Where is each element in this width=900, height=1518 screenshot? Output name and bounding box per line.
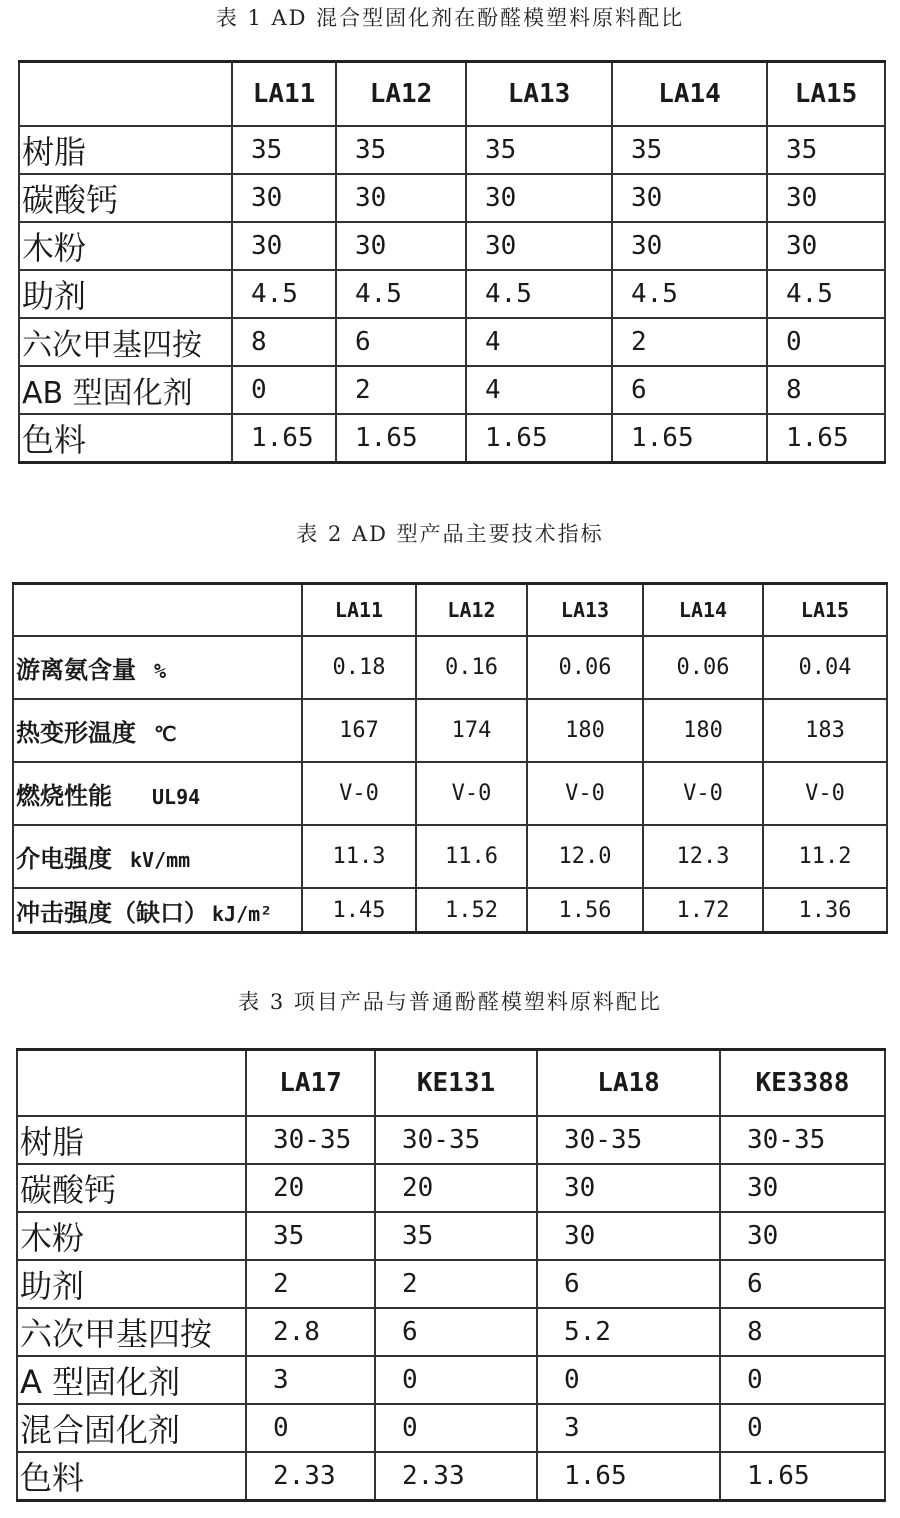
table1-caption: 表 1 AD 混合型固化剂在酚醛模塑料原料配比 — [215, 6, 685, 30]
table-cell: 11.2 — [763, 825, 887, 888]
table-cell: 0 — [537, 1356, 720, 1404]
table3-caption: 表 3 项目产品与普通酚醛模塑料原料配比 — [238, 990, 662, 1014]
table-cell: 30-35 — [720, 1116, 885, 1164]
table-cell: 0 — [246, 1404, 375, 1452]
table-cell: 2 — [375, 1260, 537, 1308]
row-label-text: 游离氨含量 — [16, 656, 136, 684]
row-label: 碳酸钙 — [19, 174, 232, 222]
table-cell: 1.65 — [612, 414, 767, 463]
table-row — [17, 1164, 885, 1212]
table-cell: 1.65 — [336, 414, 466, 463]
table3-column-header: KE3388 — [720, 1050, 885, 1117]
table-cell: 6 — [537, 1260, 720, 1308]
table-cell: 30 — [336, 174, 466, 222]
table-cell: 4.5 — [232, 270, 336, 318]
table2-column-header: LA14 — [643, 584, 763, 637]
row-label: 助剂 — [19, 270, 232, 318]
row-label: 色料 — [19, 414, 232, 463]
row-label: 助剂 — [17, 1260, 246, 1308]
table-row — [19, 126, 885, 174]
table-cell: 4.5 — [466, 270, 612, 318]
table-cell: 5.2 — [537, 1308, 720, 1356]
table1-column-header: LA14 — [612, 62, 767, 127]
table-cell: 30 — [336, 222, 466, 270]
row-label: A 型固化剂 — [17, 1356, 246, 1404]
table-cell: 35 — [232, 126, 336, 174]
table-cell: 0 — [720, 1356, 885, 1404]
table1-column-header: LA13 — [466, 62, 612, 127]
table1-column-header: LA12 — [336, 62, 466, 127]
table-cell: 30 — [232, 174, 336, 222]
table-cell: 0.04 — [763, 636, 887, 699]
table-cell: 30 — [767, 222, 885, 270]
table-cell: 174 — [416, 699, 527, 762]
table-cell: 35 — [246, 1212, 375, 1260]
table-row — [13, 825, 887, 888]
row-unit: % — [154, 659, 167, 683]
table-cell: 180 — [527, 699, 643, 762]
row-label — [13, 762, 302, 825]
table3-column-header: LA18 — [537, 1050, 720, 1117]
table-cell: 0 — [232, 366, 336, 414]
table-cell: 1.65 — [232, 414, 336, 463]
table-cell: 180 — [643, 699, 763, 762]
table-cell: 2 — [336, 366, 466, 414]
table-cell: 1.65 — [537, 1452, 720, 1501]
table-row — [17, 1308, 885, 1356]
table-cell: 30 — [612, 174, 767, 222]
table-cell: 8 — [767, 366, 885, 414]
table-cell: 0.16 — [416, 636, 527, 699]
table-cell: 1.65 — [767, 414, 885, 463]
table-cell: 0 — [375, 1404, 537, 1452]
table-cell: 0 — [720, 1404, 885, 1452]
table-cell: V-0 — [643, 762, 763, 825]
table-cell: 1.52 — [416, 888, 527, 933]
row-label-text: 燃烧性能 — [16, 782, 112, 810]
table-row — [19, 174, 885, 222]
table-cell: 30 — [537, 1164, 720, 1212]
row-label: 树脂 — [17, 1116, 246, 1164]
table-row — [17, 1260, 885, 1308]
table1-corner-cell — [19, 62, 232, 127]
table-cell: 30 — [767, 174, 885, 222]
table-row — [19, 318, 885, 366]
table-cell: 30 — [612, 222, 767, 270]
table-cell: 2 — [612, 318, 767, 366]
table3-column-header: LA17 — [246, 1050, 375, 1117]
table-row — [19, 414, 885, 463]
table-cell: 4 — [466, 366, 612, 414]
table2-corner-cell — [13, 584, 302, 637]
table2-column-header: LA15 — [763, 584, 887, 637]
table3-column-header: KE131 — [375, 1050, 537, 1117]
table3-header-row — [17, 1050, 885, 1117]
table-cell: 30 — [720, 1164, 885, 1212]
table-cell: 12.0 — [527, 825, 643, 888]
row-label: 六次甲基四按 — [17, 1308, 246, 1356]
table1-header-row — [19, 62, 885, 127]
table1-column-header: LA11 — [232, 62, 336, 127]
table-cell: 8 — [720, 1308, 885, 1356]
table-cell: 8 — [232, 318, 336, 366]
table2-header-row — [13, 584, 887, 637]
table-cell: 6 — [720, 1260, 885, 1308]
table-row — [13, 636, 887, 699]
table-cell: 30 — [466, 174, 612, 222]
table-cell: 30 — [232, 222, 336, 270]
table-cell: 6 — [612, 366, 767, 414]
table-cell: 0 — [767, 318, 885, 366]
row-unit: ℃ — [154, 722, 177, 746]
table-cell: 2 — [246, 1260, 375, 1308]
table2 — [12, 582, 888, 934]
table-cell: 4.5 — [767, 270, 885, 318]
row-label-text: 介电强度 — [16, 845, 112, 873]
table-cell: 4 — [466, 318, 612, 366]
table2-column-header: LA11 — [302, 584, 416, 637]
table-row — [19, 222, 885, 270]
table-cell: 35 — [612, 126, 767, 174]
table-cell: 35 — [336, 126, 466, 174]
table-cell: 2.33 — [375, 1452, 537, 1501]
table-row — [17, 1356, 885, 1404]
table-cell: 1.72 — [643, 888, 763, 933]
table-row — [13, 699, 887, 762]
table-row — [19, 366, 885, 414]
table-cell: 30 — [466, 222, 612, 270]
table-cell: 167 — [302, 699, 416, 762]
table-cell: 0.06 — [527, 636, 643, 699]
table-row — [17, 1116, 885, 1164]
table-cell: V-0 — [302, 762, 416, 825]
table-cell: 12.3 — [643, 825, 763, 888]
table-cell: 6 — [336, 318, 466, 366]
table-cell: 1.36 — [763, 888, 887, 933]
row-label: 树脂 — [19, 126, 232, 174]
table-cell: 3 — [537, 1404, 720, 1452]
table-cell: 1.45 — [302, 888, 416, 933]
table-cell: V-0 — [763, 762, 887, 825]
row-label — [13, 825, 302, 888]
row-label — [13, 636, 302, 699]
row-unit: kV/mm — [130, 848, 191, 872]
row-label: 碳酸钙 — [17, 1164, 246, 1212]
table-cell: 2.8 — [246, 1308, 375, 1356]
row-label: AB 型固化剂 — [19, 366, 232, 414]
table-row — [13, 762, 887, 825]
table-cell: 6 — [375, 1308, 537, 1356]
table-cell: 2.33 — [246, 1452, 375, 1501]
table-cell: V-0 — [416, 762, 527, 825]
table-row — [17, 1452, 885, 1501]
table-cell: 20 — [246, 1164, 375, 1212]
table-row — [17, 1212, 885, 1260]
table-cell: 30-35 — [375, 1116, 537, 1164]
table-cell: 1.56 — [527, 888, 643, 933]
table-cell: 30 — [720, 1212, 885, 1260]
table-cell: 35 — [375, 1212, 537, 1260]
table2-column-header: LA13 — [527, 584, 643, 637]
table-cell: 30-35 — [246, 1116, 375, 1164]
table-cell: 11.6 — [416, 825, 527, 888]
table-cell: 4.5 — [612, 270, 767, 318]
table-cell: 1.65 — [720, 1452, 885, 1501]
table-cell: 30 — [537, 1212, 720, 1260]
table3-corner-cell — [17, 1050, 246, 1117]
row-label-text: 冲击强度（缺口） — [16, 898, 208, 927]
table-cell: 0.06 — [643, 636, 763, 699]
table-cell: 0.18 — [302, 636, 416, 699]
row-unit: kJ/m² — [212, 901, 273, 926]
table-cell: 20 — [375, 1164, 537, 1212]
table3 — [16, 1048, 886, 1502]
table-cell: 0 — [375, 1356, 537, 1404]
table-row — [13, 888, 887, 933]
table2-column-header: LA12 — [416, 584, 527, 637]
table1 — [18, 60, 886, 464]
table-cell: 35 — [767, 126, 885, 174]
table-row — [17, 1404, 885, 1452]
table-cell: 35 — [466, 126, 612, 174]
table-cell: 3 — [246, 1356, 375, 1404]
table-cell: 4.5 — [336, 270, 466, 318]
row-label: 色料 — [17, 1452, 246, 1501]
row-label — [13, 888, 302, 933]
row-label: 木粉 — [19, 222, 232, 270]
table2-caption: 表 2 AD 型产品主要技术指标 — [296, 522, 604, 546]
row-unit: UL94 — [152, 785, 201, 809]
row-label: 木粉 — [17, 1212, 246, 1260]
table1-column-header: LA15 — [767, 62, 885, 127]
table-cell: 1.65 — [466, 414, 612, 463]
row-label — [13, 699, 302, 762]
table-row — [19, 270, 885, 318]
table-cell: V-0 — [527, 762, 643, 825]
row-label-text: 热变形温度 — [16, 719, 136, 747]
row-label: 混合固化剂 — [17, 1404, 246, 1452]
table-cell: 30-35 — [537, 1116, 720, 1164]
table-cell: 11.3 — [302, 825, 416, 888]
table-cell: 183 — [763, 699, 887, 762]
row-label: 六次甲基四按 — [19, 318, 232, 366]
